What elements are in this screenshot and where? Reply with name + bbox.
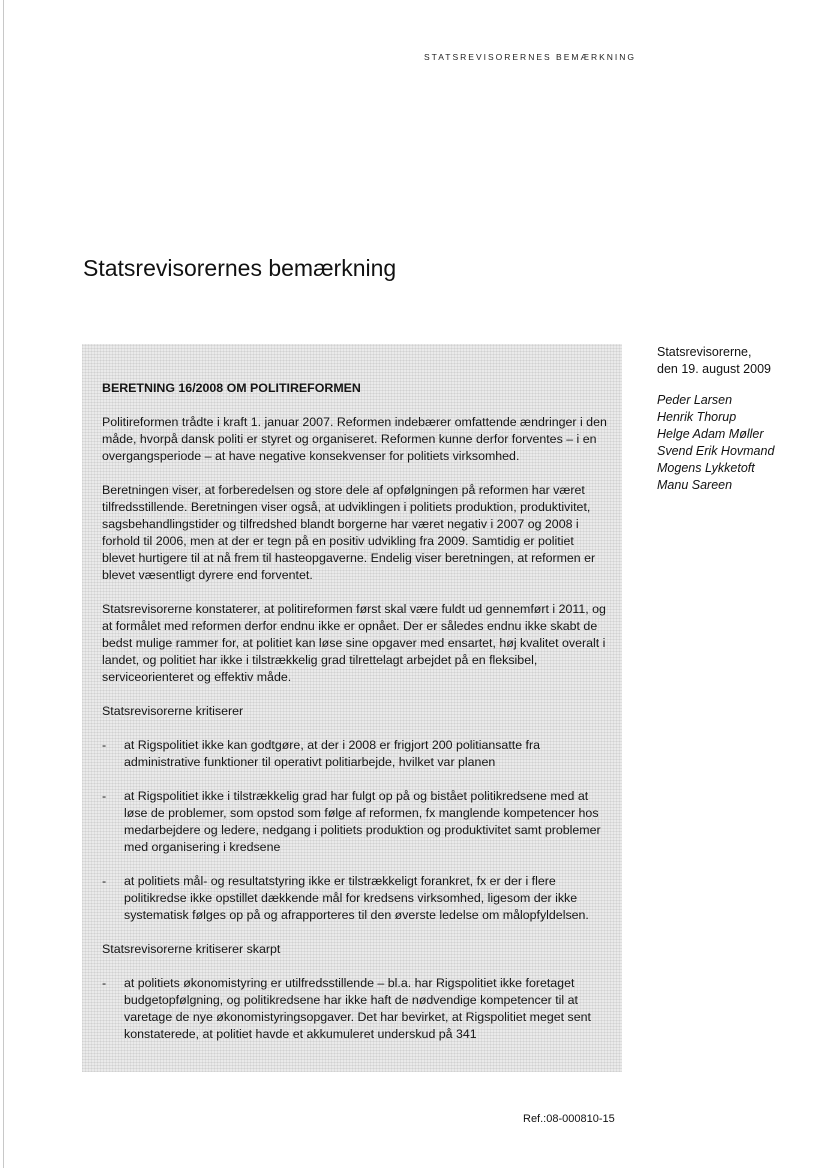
- signatory-name: Henrik Thorup: [657, 410, 737, 424]
- signatory-name: Peder Larsen: [657, 393, 733, 407]
- paragraph: Politireformen trådte i kraft 1. januar 2007. Reformen indebærer omfattende ændringer i den måde, hvorpå dansk politi er styret og organiseret. Reformen kunne derfor forventes – i en overgangsperiode – at have negative konsekvenser for politiets virksomhed.: [102, 415, 607, 463]
- signatory-name: Manu Sareen: [657, 478, 733, 492]
- list-item-text: at politiets mål- og resultatstyring ikke er tilstrækkeligt forankret, fx er der i flere politikredse ikke opstillet dækkende mål for kredsens virksomhed, ligesom der ikke systematisk følges op på og afrapporteres til den øverste ledelse om målopfyldelsen.: [124, 874, 589, 922]
- list-item-text: at Rigspolitiet ikke i tilstrækkelig grad har fulgt op på og bistået politikredsene med at løse de problemer, som opstod som følge af reformen, fx manglende kompetencer hos medarbejdere og ledere, nedgang i politiets produktion og produktivitet samt problemer med organisering i kredsene: [124, 789, 601, 854]
- reference-number: Ref.:08-000810-15: [523, 1113, 615, 1125]
- signatories-block: [657, 344, 817, 494]
- report-heading: BERETNING 16/2008 OM POLITIREFORMEN: [102, 381, 361, 395]
- org-name: Statsrevisorerne,: [657, 345, 752, 359]
- list-item-text: at Rigspolitiet ikke kan godtgøre, at der i 2008 er frigjort 200 politiansatte fra administrative funktioner til operativt politiarbejde, hvilket var planen: [124, 738, 541, 769]
- paragraph: Beretningen viser, at forberedelsen og store dele af opfølgningen på reformen har været tilfredsstillende. Beretningen viser også, at udviklingen i politiets produktion, produktivitet, sagsbehandlingstider og tilfredshed blandt borgerne har været negativ i 2007 og 2008 i forhold til 2006, men at der er tegn på en positiv udvikling fra 2009. Samtidig er politiet blevet hurtigere til at nå frem til hasteopgaverne. Endelig viser beretningen, at reformen er blevet væsentligt dyrere end forventet.: [102, 483, 596, 582]
- remarks-content: [102, 380, 610, 1060]
- list-item-text: at politiets økonomistyring er utilfredsstillende – bl.a. har Rigspolitiet ikke foretaget budgetopfølgning, og politikredsene har ikke haft de nødvendige kompetencer til at varetage de nye økonomistyringsopgaver. Det har bevirket, at Rigspolitiet meget sent konstaterede, at politiet havde et akkumuleret underskud på 341: [124, 976, 591, 1041]
- list-item: [102, 788, 610, 856]
- paragraph: Statsrevisorerne konstaterer, at politireformen først skal være fuldt ud gennemført i 2011, og at formålet med reformen derfor endnu ikke er opnået. Der er således endnu ikke skabt de bedst mulige rammer for, at politiet kan løse sine opgaver med ensartet, høj kvalitet overalt i landet, og politiet har ikke i tilstrækkelig grad tilrettelagt arbejdet på en fleksibel, serviceorienteret og effektiv måde.: [102, 602, 606, 684]
- list-item: [102, 975, 610, 1043]
- dash-marker: -: [102, 976, 107, 990]
- remarks-box: [82, 344, 622, 1072]
- signing-date: den 19. august 2009: [657, 362, 771, 376]
- signatory-names: [657, 392, 817, 494]
- running-header: STATSREVISORERNES BEMÆRKNING: [424, 52, 637, 62]
- list-item: [102, 873, 610, 924]
- signatory-name: Svend Erik Hovmand: [657, 444, 775, 458]
- page-edge-line: [3, 0, 4, 1168]
- signatory-name: Helge Adam Møller: [657, 427, 764, 441]
- severe-criticize-lead: Statsrevisorerne kritiserer skarpt: [102, 942, 281, 956]
- dash-marker: -: [102, 789, 107, 803]
- criticize-lead: Statsrevisorerne kritiserer: [102, 704, 244, 718]
- dash-marker: -: [102, 874, 107, 888]
- list-item: [102, 737, 610, 771]
- page-title: Statsrevisorernes bemærkning: [83, 255, 397, 281]
- dash-marker: -: [102, 738, 107, 752]
- signatory-name: Mogens Lykketoft: [657, 461, 755, 475]
